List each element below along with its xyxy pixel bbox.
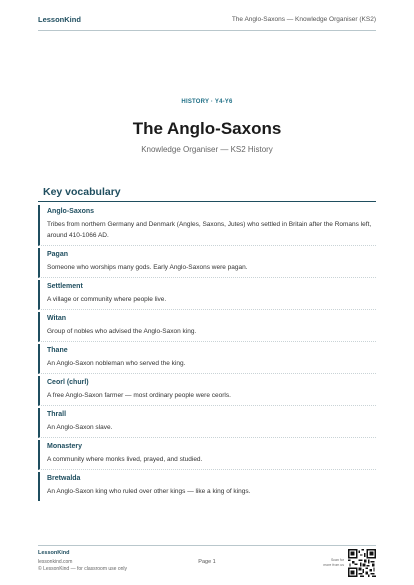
section-title-vocabulary: Key vocabulary — [43, 186, 121, 198]
vocab-term: Pagan — [47, 251, 69, 258]
vocab-item — [38, 408, 376, 438]
vocab-item — [38, 280, 376, 310]
qr-caption-line: Scan for — [330, 558, 344, 562]
vocab-term: Bretwalda — [47, 475, 81, 482]
qr-caption — [323, 558, 344, 567]
page-header — [0, 0, 414, 40]
vocab-item — [38, 376, 376, 406]
vocab-item — [38, 472, 376, 501]
footer-divider — [38, 545, 376, 546]
vocab-definition: A community where monks lived, prayed, and studied. — [47, 456, 203, 463]
vocab-term: Ceorl (churl) — [47, 379, 89, 386]
vocab-item — [38, 205, 376, 246]
subject-eyebrow: HISTORY · Y4-Y6 — [181, 99, 233, 105]
vocab-term: Anglo-Saxons — [47, 208, 95, 215]
header-divider — [38, 30, 376, 31]
vocab-definition: Group of nobles who advised the Anglo-Saxon king. — [47, 328, 197, 335]
footer-brand: LessonKind — [38, 550, 70, 556]
vocab-definition: Someone who worships many gods. Early Anglo-Saxons were pagan. — [47, 264, 248, 271]
vocab-item — [38, 344, 376, 374]
vocab-definition: An Anglo-Saxon king who ruled over other kings — like a king of kings. — [47, 488, 251, 495]
vocab-term: Monastery — [47, 443, 83, 450]
vocab-term: Thane — [47, 347, 68, 354]
vocab-definition: An Anglo-Saxon nobleman who served the king. — [47, 360, 186, 367]
vocab-term: Settlement — [47, 283, 83, 290]
page-subtitle: Knowledge Organiser — KS2 History — [141, 145, 273, 154]
qr-code-icon[interactable] — [348, 549, 376, 577]
page-title: The Anglo-Saxons — [132, 119, 282, 138]
vocab-definition: A free Anglo-Saxon farmer — most ordinary people were ceorls. — [47, 392, 231, 399]
vocab-item — [38, 440, 376, 470]
brand-name: LessonKind — [38, 15, 81, 24]
vocab-term: Witan — [47, 315, 66, 322]
vocab-item — [38, 312, 376, 342]
footer-copyright: © LessonKind — for classroom use only — [38, 566, 128, 572]
vocabulary-list — [38, 205, 376, 503]
page-number: Page 1 — [198, 559, 216, 565]
qr-caption-line: more from us — [323, 562, 344, 567]
running-title: The Anglo-Saxons — Knowledge Organiser (KS2) — [231, 16, 376, 23]
vocab-term: Thrall — [47, 411, 67, 418]
vocab-definition: Tribes from northern Germany and Denmark (Angles, Saxons, Jutes) who settled in Britain after the Romans left, around 410-1066 AD. — [47, 221, 372, 239]
section-divider — [38, 201, 376, 202]
footer-site-link[interactable]: lessonkind.com — [38, 559, 73, 565]
vocab-definition: A village or community where people live. — [47, 296, 167, 303]
vocab-item — [38, 248, 376, 278]
vocab-definition: An Anglo-Saxon slave. — [47, 424, 113, 431]
